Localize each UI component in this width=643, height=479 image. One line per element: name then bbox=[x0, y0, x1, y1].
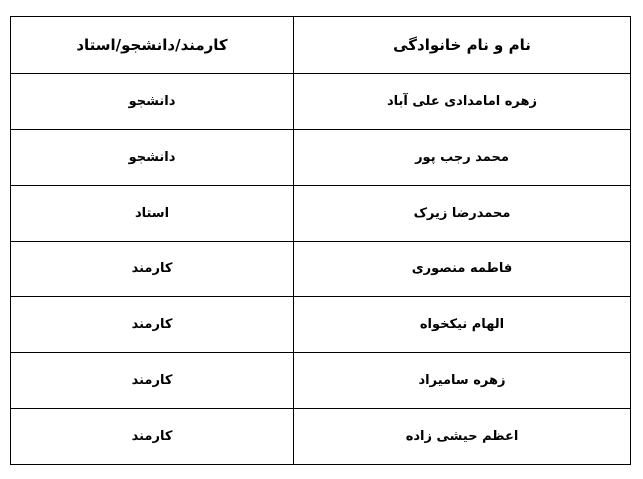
people-table bbox=[10, 16, 631, 465]
cell-role: استاد bbox=[11, 185, 294, 241]
cell-full-name: فاطمه منصوری bbox=[294, 241, 631, 297]
table-row bbox=[11, 241, 631, 297]
table-head bbox=[11, 17, 631, 74]
cell-full-name: محمد رجب پور bbox=[294, 129, 631, 185]
cell-full-name: اعظم حیشی زاده bbox=[294, 409, 631, 465]
table-row bbox=[11, 353, 631, 409]
cell-role: کارمند bbox=[11, 241, 294, 297]
header-role: کارمند/دانشجو/استاد bbox=[11, 17, 294, 74]
table-body bbox=[11, 74, 631, 465]
cell-full-name: زهره امامدادی علی آباد bbox=[294, 74, 631, 130]
header-row bbox=[11, 17, 631, 74]
cell-full-name: زهره سامیراد bbox=[294, 353, 631, 409]
cell-role: دانشجو bbox=[11, 129, 294, 185]
table-row bbox=[11, 297, 631, 353]
table-row bbox=[11, 74, 631, 130]
header-full-name: نام و نام خانوادگی bbox=[294, 17, 631, 74]
cell-role: دانشجو bbox=[11, 74, 294, 130]
table-row bbox=[11, 185, 631, 241]
cell-role: کارمند bbox=[11, 297, 294, 353]
table-row bbox=[11, 129, 631, 185]
cell-role: کارمند bbox=[11, 353, 294, 409]
cell-full-name: محمدرضا زیرک bbox=[294, 185, 631, 241]
cell-full-name: الهام نیکخواه bbox=[294, 297, 631, 353]
cell-role: کارمند bbox=[11, 409, 294, 465]
table-row bbox=[11, 409, 631, 465]
